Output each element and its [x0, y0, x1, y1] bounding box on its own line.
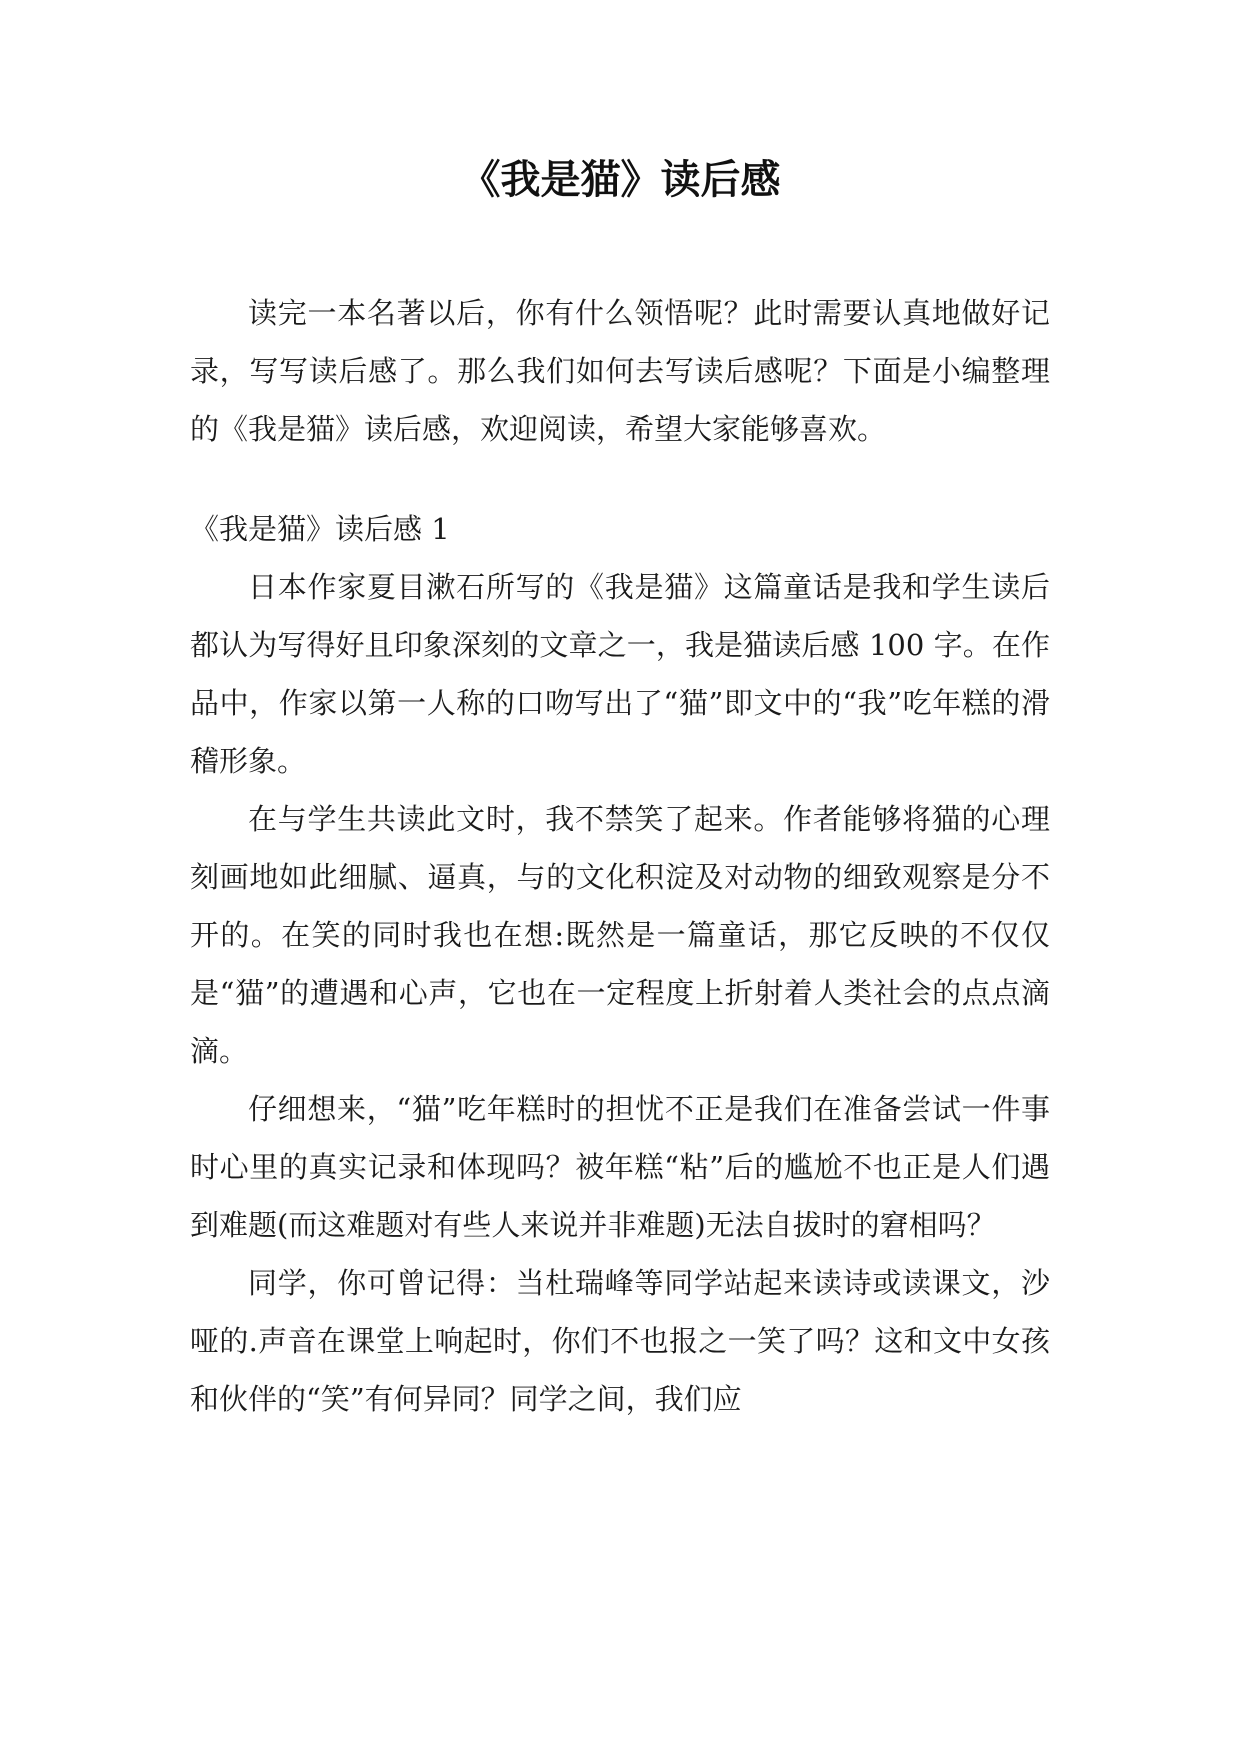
body-paragraph-4: 同学，你可曾记得：当杜瑞峰等同学站起来读诗或读课文，沙哑的.声音在课堂上响起时，你们不也报之一笑了吗？这和文中女孩和伙伴的“笑”有何异同？同学之间，我们应 — [190, 1266, 1050, 1416]
body-paragraph-1: 日本作家夏目漱石所写的《我是猫》这篇童话是我和学生读后都认为写得好且印象深刻的文章之一，我是猫读后感 100 字。在作品中，作家以第一人称的口吻写出了“猫”即文中的“我”吃年糕的滑稽形象。 — [190, 570, 1050, 778]
spacer — [190, 458, 1050, 500]
body-paragraph-3: 仔细想来，“猫”吃年糕时的担忧不正是我们在准备尝试一件事时心里的真实记录和体现吗？被年糕“粘”后的尴尬不也正是人们遇到难题(而这难题对有些人来说并非难题)无法自拔时的窘相吗？ — [190, 1092, 1050, 1242]
document-body — [190, 284, 1050, 1428]
intro-paragraph: 读完一本名著以后，你有什么领悟呢？此时需要认真地做好记录，写写读后感了。那么我们如何去写读后感呢？下面是小编整理的《我是猫》读后感，欢迎阅读，希望大家能够喜欢。 — [190, 296, 1050, 446]
document-title: 《我是猫》读后感 — [460, 157, 781, 203]
body-paragraph-2: 在与学生共读此文时，我不禁笑了起来。作者能够将猫的心理刻画地如此细腻、逼真，与的文化积淀及对动物的细致观察是分不开的。在笑的同时我也在想:既然是一篇童话，那它反映的不仅仅是“猫”的遭遇和心声，它也在一定程度上折射着人类社会的点点滴滴。 — [190, 802, 1050, 1068]
section-heading: 《我是猫》读后感 1 — [190, 512, 450, 546]
